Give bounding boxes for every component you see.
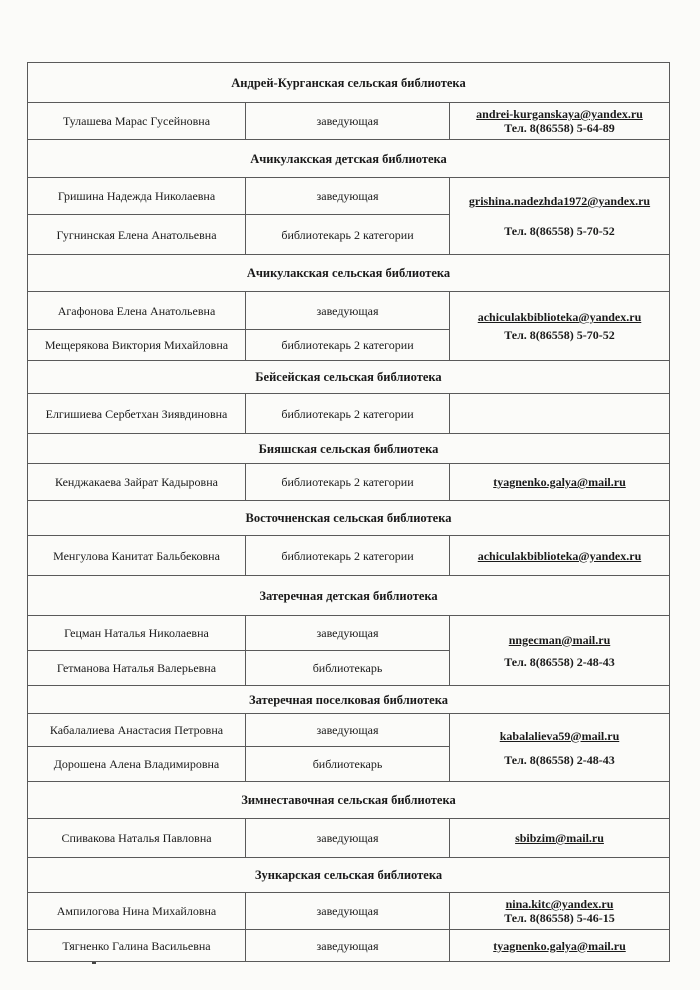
staff-name: Менгулова Канитат Бальбековна (28, 536, 246, 576)
email-link[interactable]: andrei-kurganskaya@yandex.ru (476, 107, 643, 121)
staff-name: Тулашева Марас Гусейновна (28, 103, 246, 140)
staff-position: заведующая (246, 103, 450, 140)
staff-name: Тягненко Галина Васильевна (28, 930, 246, 962)
staff-name: Гецман Наталья Николаевна (28, 616, 246, 651)
section-header-row (28, 576, 670, 616)
staff-position: библиотекарь 2 категории (246, 330, 450, 361)
phone-number: Тел. 8(86558) 5-46-15 (504, 911, 615, 925)
contact-cell (450, 292, 670, 361)
staff-position: библиотекарь 2 категории (246, 394, 450, 434)
section-header-row (28, 858, 670, 893)
staff-position: библиотекарь 2 категории (246, 215, 450, 255)
section-title: Затеречная детская библиотека (28, 576, 670, 616)
staff-position: заведующая (246, 819, 450, 858)
phone-number: Тел. 8(86558) 2-48-43 (504, 654, 615, 669)
table-row (28, 714, 670, 747)
staff-position: заведующая (246, 292, 450, 330)
phone-number: Тел. 8(86558) 5-70-52 (504, 224, 615, 238)
section-header-row (28, 255, 670, 292)
email-link[interactable]: achiculakbiblioteka@yandex.ru (477, 310, 642, 324)
section-header-row (28, 686, 670, 714)
scan-speck (92, 962, 96, 964)
staff-name: Елгишиева Сербетхан Зиявдиновна (28, 394, 246, 434)
section-title: Бейсейская сельская библиотека (28, 361, 670, 394)
table-row (28, 819, 670, 858)
contact-cell (450, 178, 670, 255)
contact-cell (450, 394, 670, 434)
email-link[interactable]: achiculakbiblioteka@yandex.ru (477, 548, 642, 563)
table-row (28, 103, 670, 140)
section-header-row (28, 782, 670, 819)
staff-position: заведующая (246, 893, 450, 930)
staff-position: заведующая (246, 930, 450, 962)
email-link[interactable]: kabalalieva59@mail.ru (499, 728, 620, 743)
section-title: Андрей-Курганская сельская библиотека (28, 63, 670, 103)
email-link[interactable]: nngecman@mail.ru (508, 632, 611, 647)
section-title: Затеречная поселковая библиотека (28, 686, 670, 714)
contact-cell (450, 714, 670, 782)
section-title: Ачикулакская сельская библиотека (28, 255, 670, 292)
staff-name: Кенджакаева Зайрат Кадыровна (28, 464, 246, 501)
section-title: Зункарская сельская библиотека (28, 858, 670, 893)
section-header-row (28, 140, 670, 178)
table-row (28, 616, 670, 651)
contact-cell (450, 819, 670, 858)
staff-name: Гетманова Наталья Валерьевна (28, 651, 246, 686)
staff-name: Агафонова Елена Анатольевна (28, 292, 246, 330)
staff-name: Дорошена Алена Владимировна (28, 747, 246, 782)
table-row (28, 930, 670, 962)
libraries-table (27, 62, 670, 962)
staff-position: библиотекарь 2 категории (246, 536, 450, 576)
section-title: Восточненская сельская библиотека (28, 501, 670, 536)
staff-name: Спивакова Наталья Павловна (28, 819, 246, 858)
staff-name: Мещерякова Виктория Михайловна (28, 330, 246, 361)
section-header-row (28, 434, 670, 464)
email-link[interactable]: grishina.nadezhda1972@yandex.ru (468, 194, 651, 208)
staff-position: библиотекарь (246, 651, 450, 686)
phone-number: Тел. 8(86558) 5-70-52 (504, 328, 615, 342)
email-link[interactable]: sbibzim@mail.ru (515, 831, 604, 845)
section-header-row (28, 361, 670, 394)
contact-cell (450, 536, 670, 576)
email-link[interactable]: nina.kitc@yandex.ru (505, 897, 614, 911)
staff-position: заведующая (246, 178, 450, 215)
section-title: Ачикулакская детская библиотека (28, 140, 670, 178)
staff-position: библиотекарь (246, 747, 450, 782)
table-row (28, 178, 670, 215)
staff-name: Гугнинская Елена Анатольевна (28, 215, 246, 255)
staff-name: Гришина Надежда Николаевна (28, 178, 246, 215)
contact-cell (450, 616, 670, 686)
contact-cell (450, 893, 670, 930)
table-row (28, 394, 670, 434)
email-link[interactable]: tyagnenko.galya@mail.ru (493, 938, 626, 953)
section-header-row (28, 501, 670, 536)
table-row (28, 464, 670, 501)
staff-name: Ампилогова Нина Михайловна (28, 893, 246, 930)
table-row (28, 893, 670, 930)
staff-position: библиотекарь 2 категории (246, 464, 450, 501)
contact-cell (450, 464, 670, 501)
table-row (28, 536, 670, 576)
staff-position: заведующая (246, 616, 450, 651)
section-title: Бияшская сельская библиотека (28, 434, 670, 464)
contact-cell (450, 930, 670, 962)
table-row (28, 292, 670, 330)
email-link[interactable]: tyagnenko.galya@mail.ru (493, 475, 626, 489)
phone-number: Тел. 8(86558) 2-48-43 (504, 752, 615, 767)
phone-number: Тел. 8(86558) 5-64-89 (504, 121, 615, 135)
contact-cell (450, 103, 670, 140)
staff-name: Кабалалиева Анастасия Петровна (28, 714, 246, 747)
section-header-row (28, 63, 670, 103)
section-title: Зимнеставочная сельская библиотека (28, 782, 670, 819)
staff-position: заведующая (246, 714, 450, 747)
